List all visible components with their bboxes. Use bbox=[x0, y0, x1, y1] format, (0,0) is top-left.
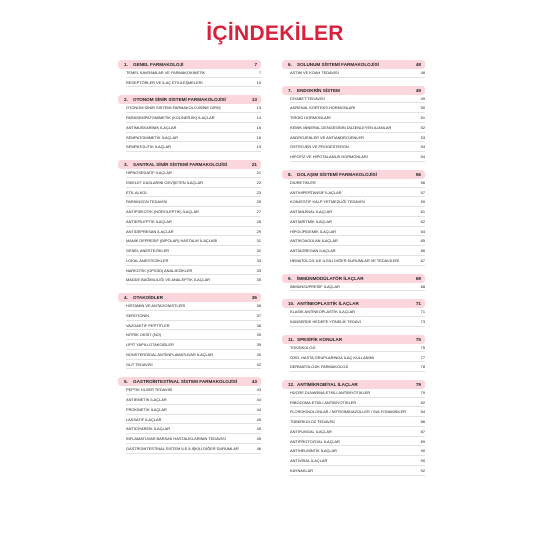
toc-entry bbox=[126, 447, 261, 454]
entry-label: HÜCRE DUVARINA ETKİLİ ANTİBİYOTİKLER bbox=[290, 389, 371, 395]
section-page: 21 bbox=[251, 162, 257, 168]
entry-label: DİÜRETİKLER bbox=[290, 179, 316, 185]
entry-page: 33 bbox=[256, 257, 261, 263]
entry-page: 90 bbox=[420, 448, 425, 454]
entry-page: 45 bbox=[256, 416, 261, 422]
entry-label: HİPOLİPİDEMİK İLAÇLAR bbox=[290, 228, 337, 234]
entry-label: SEMPATOMİMETİK İLAÇLAR bbox=[126, 134, 178, 140]
entry-label: İNFLAMATUVAR BARSAK HASTALIKLARININ TEDAVİSİ bbox=[126, 436, 226, 442]
section-page: 49 bbox=[415, 87, 421, 93]
toc-section bbox=[118, 293, 261, 369]
toc-entry bbox=[126, 269, 261, 276]
entry-page: 33 bbox=[256, 267, 261, 273]
toc-entry bbox=[126, 126, 261, 133]
entry-label: TİROİD HORMONLARI bbox=[290, 115, 331, 121]
toc-entry bbox=[126, 388, 261, 395]
section-number: 12. bbox=[288, 381, 295, 387]
entry-label: FLOROKİNOLONLAR / NİTROİMİDAZOLLER / SULFONAMİDLER bbox=[290, 409, 407, 415]
entry-page: 21 bbox=[256, 170, 261, 176]
toc-entry bbox=[290, 220, 425, 227]
entry-page: 52 bbox=[420, 124, 425, 130]
toc-entry bbox=[290, 285, 425, 292]
entry-page: 28 bbox=[256, 218, 261, 224]
entry-label: KANSERDE HEDEFE YÖNELİK TEDAVİ bbox=[290, 319, 361, 325]
entry-page: 54 bbox=[420, 144, 425, 150]
section-page: 75 bbox=[415, 336, 421, 342]
entry-label: TOKSİKOLOJİ bbox=[290, 344, 316, 350]
entry-page: 62 bbox=[420, 218, 425, 224]
entry-page: 51 bbox=[420, 115, 425, 121]
entry-label: İMMÜNSÜPRESİF İLAÇLAR bbox=[290, 283, 340, 289]
toc-entry bbox=[126, 398, 261, 405]
entry-page: 45 bbox=[256, 426, 261, 432]
toc-entry bbox=[290, 116, 425, 123]
entry-label: TÜBERKÜLOZ TEDAVİSİ bbox=[290, 419, 335, 425]
section-title: SPESİFİK KONULAR bbox=[297, 336, 343, 342]
toc-left-column bbox=[118, 60, 261, 462]
section-heading bbox=[118, 95, 261, 104]
entry-page: 46 bbox=[256, 445, 261, 451]
entry-label: NARKOTİK (OPİOİD) ANALJEZİKLER bbox=[126, 267, 193, 273]
toc-entry bbox=[290, 365, 425, 372]
entry-page: 37 bbox=[256, 312, 261, 318]
section-items bbox=[290, 310, 425, 326]
toc-entry bbox=[290, 356, 425, 363]
entry-page: 90 bbox=[420, 458, 425, 464]
toc-entry bbox=[290, 71, 425, 78]
section-number: 2. bbox=[124, 97, 128, 103]
section-title: OTONOM SİNİR SİSTEMİ FARMAKOLOJİSİ bbox=[133, 97, 226, 103]
entry-label: ANTİFUNGAL İLAÇLAR bbox=[290, 428, 332, 434]
toc-entry bbox=[126, 314, 261, 321]
entry-label: KONJESTİF KALP YETMEZLİĞİ TEDAVİSİ bbox=[290, 199, 365, 205]
toc-entry bbox=[290, 391, 425, 398]
entry-page: 65 bbox=[420, 238, 425, 244]
entry-page: 42 bbox=[256, 361, 261, 367]
entry-label: ANTİMUSKARİNİK İLAÇLAR bbox=[126, 124, 177, 130]
section-page: 56 bbox=[415, 171, 421, 177]
toc-entry bbox=[126, 259, 261, 266]
entry-label: NONSTEROİDAL ANTİİNFLAMATUVAR İLAÇLAR bbox=[126, 351, 214, 357]
entry-page: 36 bbox=[256, 303, 261, 309]
section-page: 13 bbox=[251, 97, 257, 103]
entry-label: LİPİT YAPILI OTAKOİDLER bbox=[126, 342, 174, 348]
toc-entry bbox=[126, 200, 261, 207]
entry-page: 16 bbox=[256, 124, 261, 130]
section-heading bbox=[282, 299, 425, 308]
section-number: 5. bbox=[124, 379, 128, 385]
entry-page: 86 bbox=[420, 419, 425, 425]
toc-entry bbox=[290, 106, 425, 113]
entry-label: SEROTONİN bbox=[126, 312, 150, 318]
entry-page: 31 bbox=[256, 238, 261, 244]
section-items bbox=[290, 285, 425, 292]
entry-page: 25 bbox=[256, 199, 261, 205]
section-heading bbox=[118, 293, 261, 302]
entry-page: 82 bbox=[420, 399, 425, 405]
section-page: 43 bbox=[251, 379, 257, 385]
entry-page: 45 bbox=[256, 436, 261, 442]
section-items bbox=[126, 71, 261, 87]
entry-page: 27 bbox=[256, 209, 261, 215]
section-page: 68 bbox=[415, 275, 421, 281]
toc-entry bbox=[126, 230, 261, 237]
toc-entry bbox=[290, 346, 425, 353]
entry-page: 40 bbox=[256, 351, 261, 357]
toc-entry bbox=[126, 145, 261, 152]
entry-label: HİSTAMİN VE ANTAGONİSTLERİ bbox=[126, 303, 186, 309]
entry-label: İSKELET KASLARINI GEVŞETEN İLAÇLAR bbox=[126, 179, 203, 185]
section-number: 3. bbox=[124, 162, 128, 168]
toc-entry bbox=[290, 200, 425, 207]
section-number: 9. bbox=[288, 275, 292, 281]
toc-entry bbox=[290, 145, 425, 152]
section-items bbox=[290, 346, 425, 372]
section-heading bbox=[118, 60, 261, 69]
entry-label: ADRENAL KORTEKS HORMONLARI bbox=[290, 105, 356, 111]
section-heading bbox=[282, 380, 425, 389]
entry-label: GENEL ANESTEZİKLER bbox=[126, 248, 170, 254]
section-items bbox=[126, 304, 261, 369]
entry-label: GUT TEDAVİSİ bbox=[126, 361, 153, 367]
entry-page: 32 bbox=[256, 248, 261, 254]
entry-label: PEPTİK ÜLSER TEDAVİSİ bbox=[126, 387, 173, 393]
section-heading bbox=[282, 60, 425, 69]
toc-entry bbox=[126, 210, 261, 217]
entry-page: 56 bbox=[420, 179, 425, 185]
entry-label: ANTİPSİKOTİK (NÖROLEPTİK) İLAÇLAR bbox=[126, 209, 199, 215]
entry-label: ANTİAGREGAN İLAÇLAR bbox=[290, 248, 336, 254]
entry-page: 50 bbox=[420, 105, 425, 111]
entry-page: 49 bbox=[420, 95, 425, 101]
entry-label: DİYABET TEDAVİSİ bbox=[290, 95, 325, 101]
entry-page: 39 bbox=[256, 342, 261, 348]
toc-entry bbox=[290, 259, 425, 266]
toc-entry bbox=[290, 469, 425, 476]
toc-entry bbox=[290, 181, 425, 188]
section-items bbox=[126, 106, 261, 152]
entry-page: 75 bbox=[420, 344, 425, 350]
entry-label: ANTİVİRAL İLAÇLAR bbox=[290, 458, 328, 464]
toc-section bbox=[282, 274, 425, 292]
toc-section bbox=[118, 95, 261, 152]
entry-label: ANTİARİTMİK İLAÇLAR bbox=[290, 218, 332, 224]
section-title: İMMÜNMODÜLATÖR İLAÇLAR bbox=[297, 275, 364, 281]
entry-page: 13 bbox=[256, 105, 261, 111]
toc-entry bbox=[290, 430, 425, 437]
section-items bbox=[290, 391, 425, 476]
section-number: 8. bbox=[288, 171, 292, 177]
entry-page: 48 bbox=[420, 70, 425, 75]
toc-entry bbox=[290, 210, 425, 217]
section-number: 7. bbox=[288, 87, 292, 93]
toc-entry bbox=[126, 333, 261, 340]
section-heading bbox=[282, 170, 425, 179]
toc-section bbox=[282, 60, 425, 78]
toc-right-column bbox=[282, 60, 425, 484]
section-heading bbox=[118, 160, 261, 169]
page-title: İÇİNDEKİLER bbox=[206, 22, 344, 45]
toc-entry bbox=[290, 310, 425, 317]
section-page: 48 bbox=[415, 62, 421, 67]
entry-label: PARASEMPATOMİMETİK (KOLİNERJİK) İLAÇLAR bbox=[126, 115, 215, 121]
entry-page: 59 bbox=[420, 199, 425, 205]
section-number: 6. bbox=[288, 62, 292, 67]
entry-label: KEMİK MİNERAL DENGESİNİN DÜZENLEYEN AJANLAR bbox=[290, 124, 392, 130]
entry-page: 78 bbox=[420, 364, 425, 370]
toc-entry bbox=[126, 363, 261, 370]
toc-section bbox=[118, 160, 261, 285]
entry-label: ANTİKOAGÜLAN İLAÇLAR bbox=[290, 238, 338, 244]
toc-entry bbox=[126, 418, 261, 425]
entry-page: 84 bbox=[420, 409, 425, 415]
entry-label: ANTİHELMİNTİK İLAÇLAR bbox=[290, 448, 337, 454]
entry-label: NİTRİK OKSİT (NO) bbox=[126, 332, 161, 338]
section-heading bbox=[282, 335, 425, 344]
section-items bbox=[290, 71, 425, 78]
toc-entry bbox=[290, 239, 425, 246]
entry-label: ANDROJENLER VE ANTİANDROJENLER bbox=[290, 134, 364, 140]
toc-entry bbox=[290, 410, 425, 417]
toc-section bbox=[282, 86, 425, 162]
section-title: ANTİNEOPLASTİK İLAÇLAR bbox=[297, 301, 359, 307]
section-items bbox=[126, 388, 261, 453]
section-title: SANTRAL SİNİR SİSTEMİ FARMAKOLOJİSİ bbox=[133, 162, 228, 168]
section-page: 79 bbox=[415, 381, 421, 387]
toc-entry bbox=[290, 449, 425, 456]
toc-entry bbox=[126, 278, 261, 285]
entry-label: ANTİDİYAREİK İLAÇLAR bbox=[126, 426, 171, 432]
entry-label: OTONOM SİNİR SİSTEMİ FARMAKOLOJİSİNE GİRİŞ bbox=[126, 105, 221, 111]
entry-page: 89 bbox=[420, 438, 425, 444]
entry-label: ANTİANJİNAL İLAÇLAR bbox=[290, 209, 333, 215]
entry-page: 57 bbox=[420, 189, 425, 195]
entry-label: SEMPATOLİTİK İLAÇLAR bbox=[126, 144, 171, 150]
entry-page: 64 bbox=[420, 228, 425, 234]
entry-label: ASTIM VE KOAH TEDAVİSİ bbox=[290, 70, 339, 75]
toc-entry bbox=[126, 136, 261, 143]
entry-label: MADDE BAĞIMLILIĞI VE ANALEPTİK İLAÇLAR bbox=[126, 277, 211, 283]
section-page: 7 bbox=[254, 62, 257, 67]
entry-label: TEMEL KAVRAMLAR VE FARMAKOKİNETİK bbox=[126, 70, 206, 75]
toc-entry bbox=[126, 81, 261, 88]
section-items bbox=[290, 97, 425, 162]
toc-entry bbox=[290, 155, 425, 162]
entry-page: 61 bbox=[420, 209, 425, 215]
section-title: SOLUNUM SİSTEMİ FARMAKOLOJİSİ bbox=[297, 62, 379, 67]
entry-label: HİPNOSEDATİF İLAÇLAR bbox=[126, 170, 172, 176]
toc-entry bbox=[290, 191, 425, 198]
section-heading bbox=[118, 377, 261, 386]
entry-page: 68 bbox=[420, 283, 425, 289]
toc-entry bbox=[126, 181, 261, 188]
toc-entry bbox=[126, 437, 261, 444]
entry-label: PARKİNSON TEDAVİSİ bbox=[126, 199, 168, 205]
entry-label: ANTİEMETİK İLAÇLAR bbox=[126, 397, 167, 403]
section-title: GASTROİNTESTİNAL SİSTEM FARMAKOLOJİSİ bbox=[133, 379, 238, 385]
entry-label: MANİK DEPRESİF (BİPOLAR) HASTALIK İLAÇLARI bbox=[126, 238, 218, 244]
section-title: OTAKOİDLER bbox=[133, 295, 164, 301]
toc-entry bbox=[126, 116, 261, 123]
toc-entry bbox=[290, 459, 425, 466]
entry-page: 71 bbox=[420, 309, 425, 315]
toc-entry bbox=[126, 249, 261, 256]
entry-label: KAYNAKLAR bbox=[290, 467, 314, 473]
entry-label: ANTİEPİLEPTİK İLAÇLAR bbox=[126, 218, 172, 224]
section-number: 11. bbox=[288, 336, 295, 342]
section-heading bbox=[282, 86, 425, 95]
toc-entry bbox=[290, 440, 425, 447]
entry-label: GASTROİNTESTİNAL SİSTEM İLE İLİŞKİLİ DİĞER DURUMLAR bbox=[126, 445, 239, 451]
toc-section bbox=[282, 170, 425, 266]
entry-page: 19 bbox=[256, 144, 261, 150]
entry-page: 73 bbox=[420, 319, 425, 325]
entry-page: 29 bbox=[256, 228, 261, 234]
toc-entry bbox=[126, 106, 261, 113]
entry-label: VAZOAKTİF PEPTİTLER bbox=[126, 322, 170, 328]
entry-page: 67 bbox=[420, 257, 425, 263]
toc-entry bbox=[126, 324, 261, 331]
entry-page: 53 bbox=[420, 134, 425, 140]
toc-entry bbox=[290, 126, 425, 133]
toc-entry bbox=[290, 420, 425, 427]
toc-section bbox=[282, 299, 425, 326]
entry-label: KLASİK ANTİNEOPLASTİK İLAÇLAR bbox=[290, 309, 356, 315]
entry-label: LAKSATİF İLAÇLAR bbox=[126, 416, 162, 422]
toc-section bbox=[282, 335, 425, 372]
toc-entry bbox=[290, 97, 425, 104]
entry-page: 7 bbox=[258, 70, 261, 75]
toc-entry bbox=[126, 171, 261, 178]
entry-label: RESEPTÖRLER VE İLAÇ ETKİLEŞMELERİ bbox=[126, 79, 203, 85]
entry-page: 18 bbox=[256, 134, 261, 140]
entry-label: ANTİPROTOZOAL İLAÇLAR bbox=[290, 438, 340, 444]
entry-label: ÖZEL HASTA GRUPLARINDA İLAÇ KULLANIMI bbox=[290, 354, 374, 360]
section-number: 4. bbox=[124, 295, 128, 301]
toc-section bbox=[118, 377, 261, 453]
entry-page: 22 bbox=[256, 179, 261, 185]
entry-label: ANTİDEPRESAN İLAÇLAR bbox=[126, 228, 174, 234]
entry-page: 66 bbox=[420, 248, 425, 254]
entry-label: ANTİHİPERTANSİF İLAÇLAR bbox=[290, 189, 342, 195]
entry-label: HİPOFİZ VE HİPOTALAMUS HORMONLARI bbox=[290, 154, 368, 160]
entry-page: 38 bbox=[256, 322, 261, 328]
entry-page: 14 bbox=[256, 115, 261, 121]
entry-page: 79 bbox=[420, 389, 425, 395]
entry-page: 87 bbox=[420, 428, 425, 434]
entry-page: 77 bbox=[420, 354, 425, 360]
section-items bbox=[126, 171, 261, 285]
entry-page: 10 bbox=[256, 79, 261, 85]
entry-label: RİBOZOMA ETKİLİ ANTİBİYOTİKLER bbox=[290, 399, 357, 405]
section-number: 1. bbox=[124, 62, 128, 67]
entry-page: 44 bbox=[256, 406, 261, 412]
toc-entry bbox=[290, 136, 425, 143]
entry-page: 35 bbox=[256, 277, 261, 283]
section-title: GENEL FARMAKOLOJİ bbox=[133, 62, 184, 67]
entry-page: 39 bbox=[256, 332, 261, 338]
entry-label: ÖSTROJEN VE PROGESTERON bbox=[290, 144, 349, 150]
entry-label: PROKİNETİK İLAÇLAR bbox=[126, 406, 167, 412]
section-number: 10. bbox=[288, 301, 295, 307]
toc-entry bbox=[290, 401, 425, 408]
toc-entry bbox=[126, 239, 261, 246]
toc-entry bbox=[290, 249, 425, 256]
entry-page: 44 bbox=[256, 397, 261, 403]
toc-entry bbox=[126, 220, 261, 227]
entry-page: 43 bbox=[256, 387, 261, 393]
toc-entry bbox=[126, 353, 261, 360]
toc-entry bbox=[126, 427, 261, 434]
section-items bbox=[290, 181, 425, 266]
entry-label: HEMATOLOJİ İLE İLGİLİ DİĞER DURUMLAR VE TEDAVİLERİ bbox=[290, 257, 400, 263]
toc-entry bbox=[126, 408, 261, 415]
section-title: DOLAŞIM SİSTEMİ FARMAKOLOJİSİ bbox=[297, 171, 377, 177]
entry-page: 23 bbox=[256, 189, 261, 195]
toc-entry bbox=[126, 71, 261, 78]
entry-label: ETİL ALKOL bbox=[126, 189, 148, 195]
entry-label: LOKAL ANESTEZİKLER bbox=[126, 257, 169, 263]
toc-entry bbox=[290, 320, 425, 327]
toc-section bbox=[118, 60, 261, 87]
toc-entry bbox=[126, 191, 261, 198]
entry-label: DERMATOLOJİK FARMAKOLOJİ bbox=[290, 364, 349, 370]
toc-entry bbox=[126, 304, 261, 311]
section-page: 71 bbox=[415, 301, 421, 307]
toc-section bbox=[282, 380, 425, 476]
section-heading bbox=[282, 274, 425, 283]
section-page: 36 bbox=[251, 295, 257, 301]
section-title: ENDOKRİN SİSTEM bbox=[297, 87, 340, 93]
toc-entry bbox=[290, 230, 425, 237]
toc-entry bbox=[126, 343, 261, 350]
section-title: ANTİMİKROBİYAL İLAÇLAR bbox=[297, 381, 358, 387]
entry-page: 54 bbox=[420, 154, 425, 160]
entry-page: 92 bbox=[420, 467, 425, 473]
